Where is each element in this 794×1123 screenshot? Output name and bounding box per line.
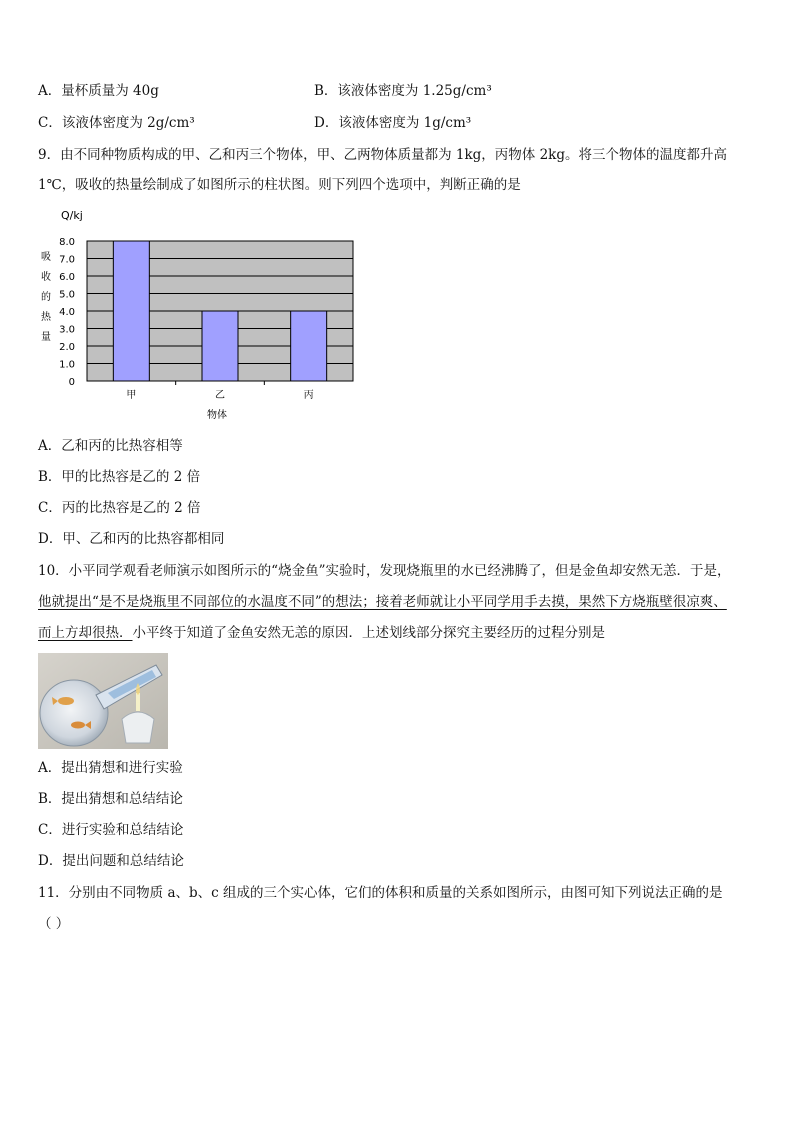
chart-y-tick-label: 3.0: [59, 324, 75, 336]
chart-unit-label: Q/kj: [61, 209, 83, 222]
q10-option-d: D．提出问题和总结结论: [38, 853, 184, 869]
heat-bar-chart: [30, 200, 370, 425]
chart-x-tick-label: 乙: [215, 390, 225, 401]
q10-stem-line1: 10．小平同学观看老师演示如图所示的“烧金鱼”实验时，发现烧瓶里的水已经沸腾了，但是金鱼却安然无恙．于是，: [38, 563, 731, 579]
q8-option-a: A．量杯质量为 40g: [38, 83, 159, 99]
chart-y-axis-label-char: 吸: [41, 252, 51, 263]
chart-y-tick-label: 8.0: [59, 237, 75, 248]
chart-y-tick-label: 7.0: [59, 254, 75, 266]
chart-bar: [291, 311, 327, 381]
q10-option-b: B．提出猜想和总结结论: [38, 791, 183, 807]
chart-y-tick-label: 5.0: [59, 289, 75, 301]
chart-y-axis-label-char: 量: [41, 332, 51, 343]
chart-y-axis-label-char: 的: [41, 292, 51, 303]
q10-option-a: A．提出猜想和进行实验: [38, 760, 183, 776]
q10-option-c: C．进行实验和总结结论: [38, 822, 184, 838]
chart-y-tick-label: 0: [68, 377, 75, 388]
q8-option-b: B．该液体密度为 1.25g/cm³: [314, 83, 492, 99]
goldfish-flask-photo: [38, 653, 168, 749]
chart-bar: [113, 241, 149, 381]
chart-y-tick-label: 1.0: [59, 359, 75, 371]
q9-stem-line2: 1℃，吸收的热量绘制成了如图所示的柱状图。则下列四个选项中，判断正确的是: [38, 177, 521, 193]
q10-stem-line3: [38, 624, 605, 642]
chart-y-tick-label: 6.0: [59, 272, 75, 283]
chart-x-axis-label: 物体: [207, 410, 227, 421]
q9-option-d: D．甲、乙和丙的比热容都相同: [38, 531, 225, 547]
chart-y-tick-label: 4.0: [59, 307, 75, 318]
chart-x-tick-label: 丙: [303, 390, 314, 401]
q9-stem-line1: 9．由不同种物质构成的甲、乙和丙三个物体，甲、乙两物体质量都为 1kg，丙物体 2kg。将三个物体的温度都升高: [38, 147, 727, 163]
q11-stem-line1: 11．分别由不同物质 a、b、c 组成的三个实心体，它们的体积和质量的关系如图所示，由图可知下列说法正确的是: [38, 885, 723, 901]
q10-underlined-phrase: 而上方却很热．: [38, 625, 133, 641]
q8-option-c: C．该液体密度为 2g/cm³: [38, 115, 195, 131]
q8-option-d: D．该液体密度为 1g/cm³: [314, 115, 472, 131]
q10-stem-line2-underlined: 他就提出“是不是烧瓶里不同部位的水温度不同”的想法；接着老师就让小平同学用手去摸，果然下方烧瓶壁很凉爽、: [38, 594, 727, 610]
q9-option-c: C．丙的比热容是乙的 2 倍: [38, 500, 201, 516]
chart-bar: [202, 311, 238, 381]
chart-y-tick-label: 2.0: [59, 342, 75, 353]
chart-y-axis-label-char: 收: [41, 272, 51, 283]
q9-option-b: B．甲的比热容是乙的 2 倍: [38, 469, 201, 485]
chart-x-tick-label: 甲: [126, 390, 137, 401]
q10-stem-line3-rest: 小平终于知道了金鱼安然无恙的原因．上述划线部分探究主要经历的过程分别是: [132, 625, 605, 641]
chart-y-axis-label-char: 热: [41, 312, 51, 323]
q9-option-a: A．乙和丙的比热容相等: [38, 438, 183, 454]
q11-answer-blank: （ ）: [38, 916, 70, 932]
